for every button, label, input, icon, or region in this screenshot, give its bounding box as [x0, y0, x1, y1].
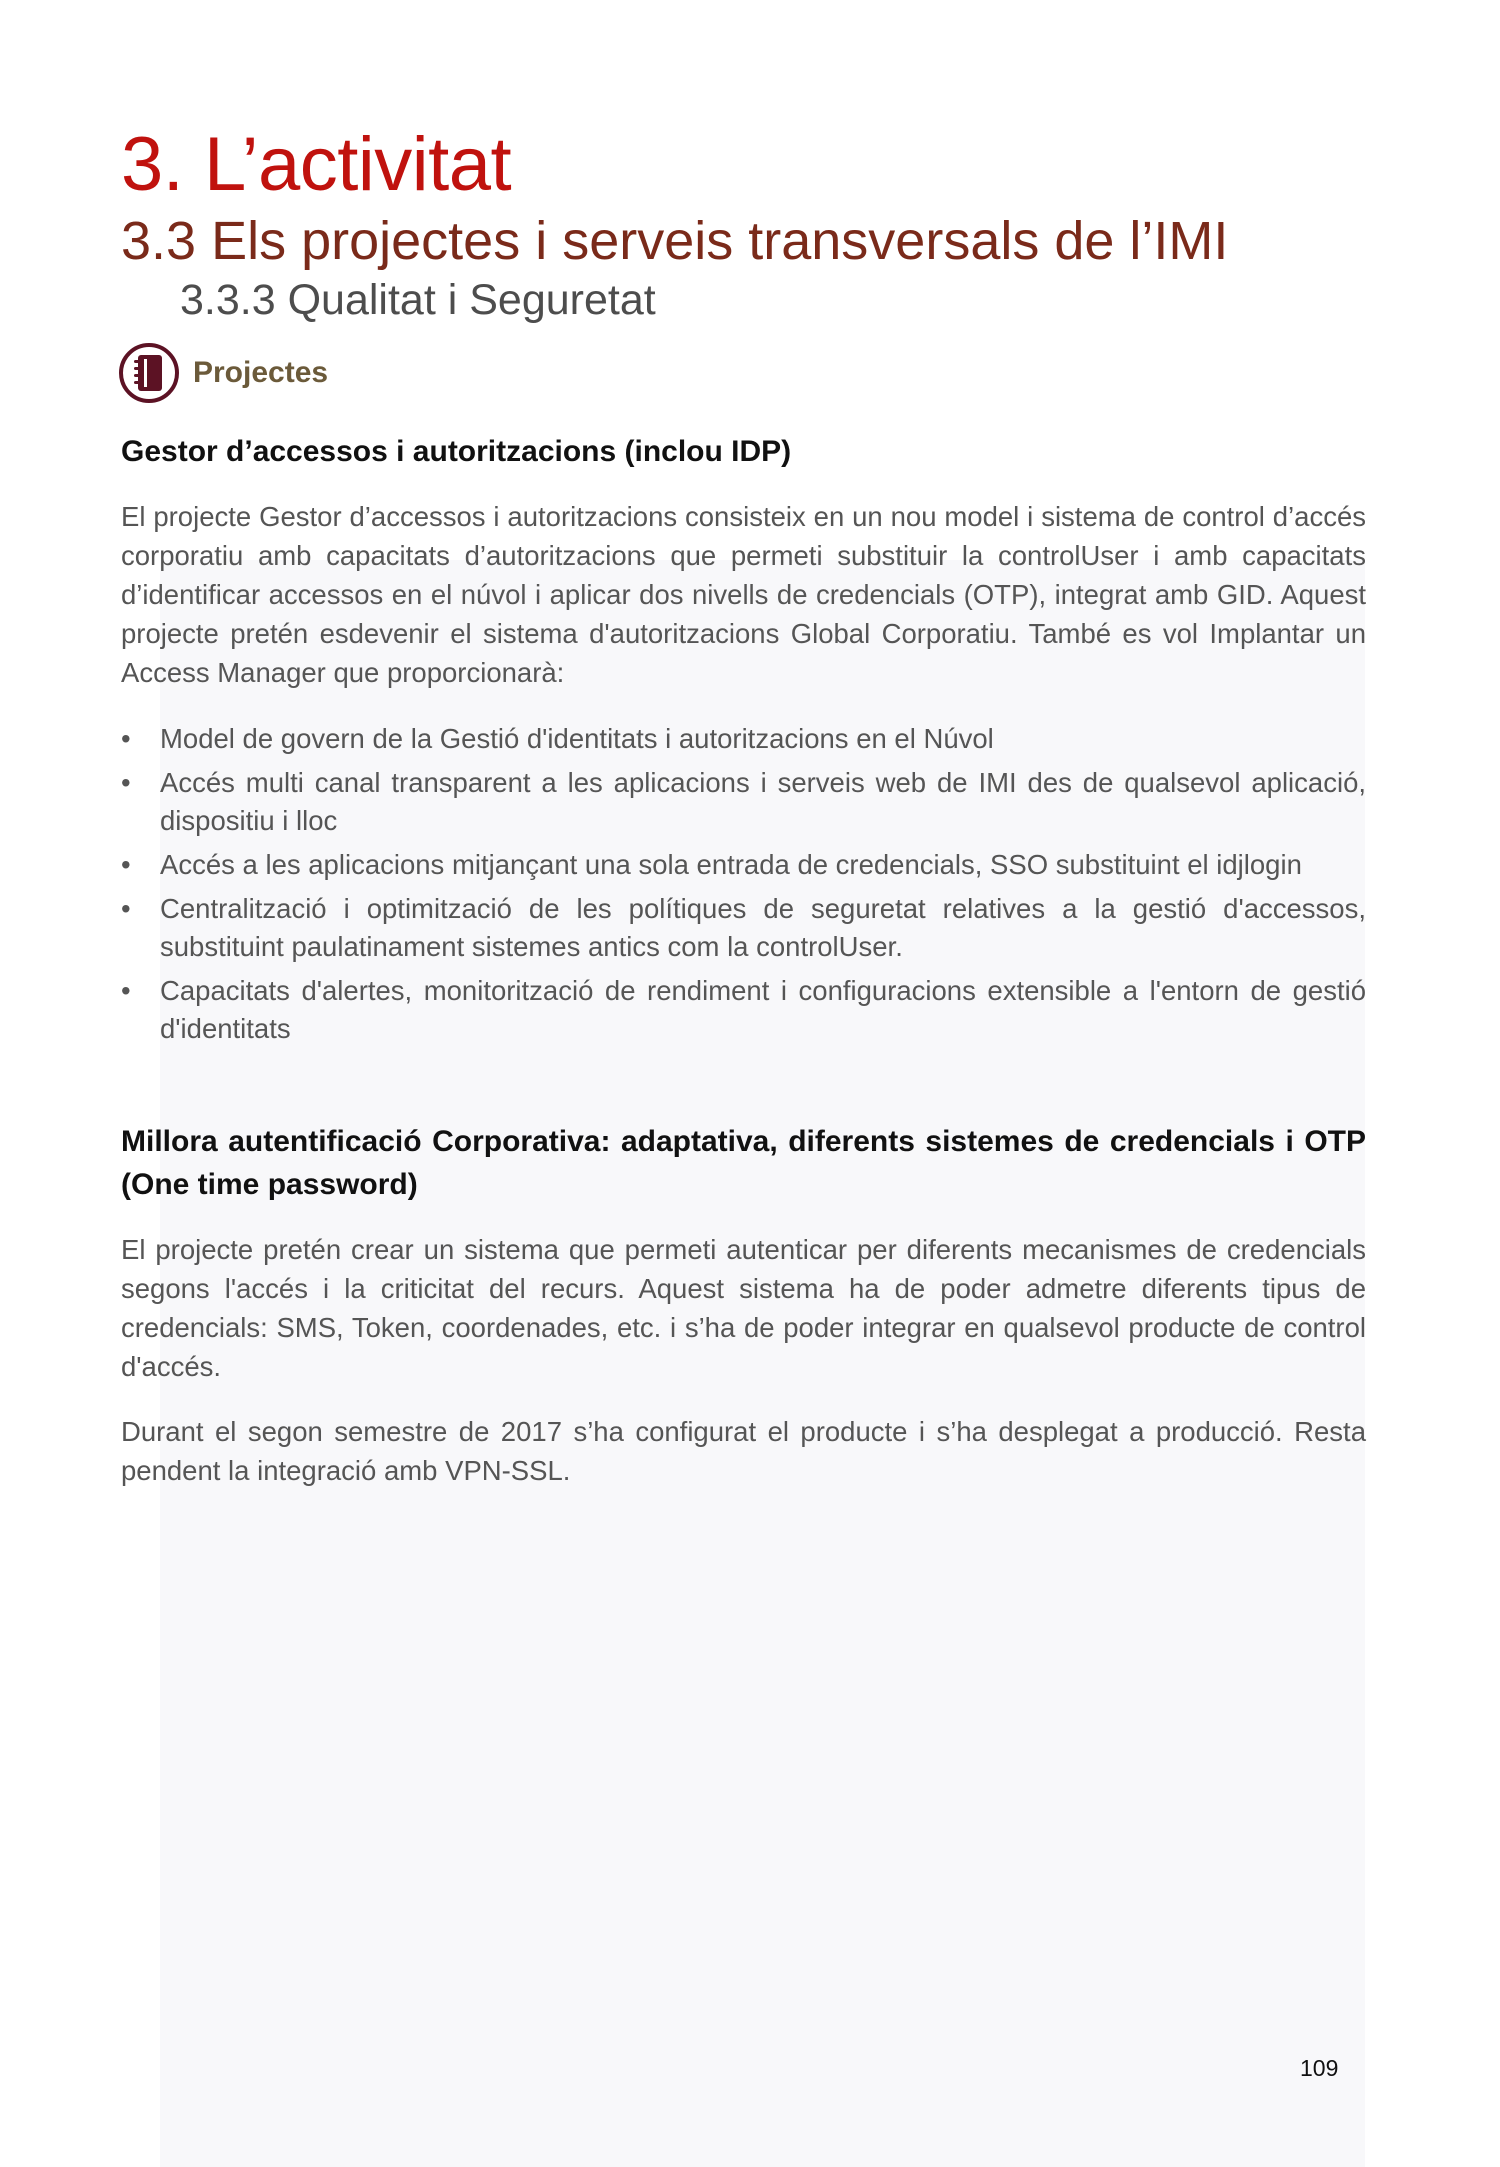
projects-heading	[121, 338, 1366, 408]
subsection-title: 3.3.3 Qualitat i Seguretat	[180, 276, 656, 324]
section-millora-autentificacio	[121, 1120, 1366, 1490]
projects-label: Projectes	[193, 356, 329, 389]
paragraph: El projecte pretén crear un sistema que permeti autenticar per diferents mecanismes de credencials segons l'accés i la criticitat del recurs. Aquest sistema ha de poder admetre diferents tipus de credencials: SMS, Token, coordenades, etc. i s’ha de poder integrar en qualsevol producte de control d'accés.	[121, 1234, 1366, 1382]
notebook-icon	[119, 343, 179, 403]
bullet-list	[121, 720, 1366, 1048]
list-item: • Model de govern de la Gestió d'identitats i autoritzacions en el Núvol	[121, 723, 994, 754]
content	[121, 120, 1366, 1490]
list-item: • Accés a les aplicacions mitjançant una sola entrada de credencials, SSO substituint el idjlogin	[121, 849, 1302, 880]
chapter-title: 3. L’activitat	[121, 122, 512, 207]
section-title: 3.3 Els projectes i serveis transversals de l’IMI	[121, 211, 1229, 271]
section-gestor-accessos	[121, 430, 1366, 1048]
section-heading: Millora autentificació Corporativa: adaptativa, diferents sistemes de credencials i OTP (One time password)	[121, 1125, 1366, 1201]
list-item: • Centralització i optimització de les polítiques de seguretat relatives a la gestió d'accessos, substituint paulatinament sistemes antics com la controlUser.	[121, 893, 1366, 962]
paragraph: El projecte Gestor d’accessos i autoritzacions consisteix en un nou model i sistema de control d’accés corporatiu amb capacitats d’autoritzacions que permeti substituir la controlUser i amb capacitats d’identificar accessos en el núvol i aplicar dos nivells de credencials (OTP), integrat amb GID. Aquest projecte pretén esdevenir el sistema d'autoritzacions Global Corporatiu. També es vol Implantar un Access Manager que proporcionarà:	[121, 501, 1366, 688]
page-number: 109	[1300, 2055, 1339, 2081]
list-item: • Accés multi canal transparent a les aplicacions i serveis web de IMI des de qualsevol aplicació, dispositiu i lloc	[121, 767, 1366, 836]
list-item: • Capacitats d'alertes, monitorització de rendiment i configuracions extensible a l'entorn de gestió d'identitats	[121, 975, 1366, 1044]
paragraph: Durant el segon semestre de 2017 s’ha configurat el producte i s’ha desplegat a producció. Resta pendent la integració amb VPN-SSL.	[121, 1416, 1366, 1486]
section-heading: Gestor d’accessos i autoritzacions (inclou IDP)	[121, 435, 792, 468]
